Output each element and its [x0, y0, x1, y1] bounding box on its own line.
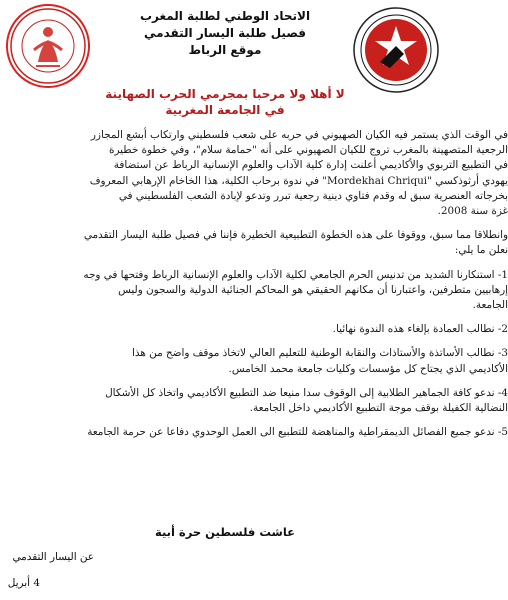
point-5-line: 5- ندعو جميع الفصائل الديمقراطية والمناهضة للتطبيع الى العمل الوحدوي دفاعا عن حرمة الجامعة: [87, 426, 508, 439]
date: 4 أبريل: [7, 577, 40, 589]
body-line: نعلن ما يلي:: [454, 244, 508, 257]
body-line: غزة سنة 2008.: [437, 205, 508, 218]
body-line: يهودي أرثوذكسي "Mordekhai Chriqui" في ندوة برحاب الكلية، هذا الخاخام الإرهابي المعروف: [89, 174, 508, 187]
header-line-union: الاتحاد الوطني لطلبة المغرب: [139, 9, 311, 23]
faction-logo-emblem-icon: [352, 6, 440, 94]
body-line: في الوقت الذي يستمر فيه الكيان الصهيوني في حربه على شعب فلسطيني وارتكاب أبشع المجازر: [90, 129, 508, 141]
headline: [70, 86, 380, 118]
point-3-line: الأكاديمي الذي يجتاح كل مؤسسات وكليات جامعة محمد الخامس.: [228, 362, 508, 375]
body-line: الرجعية المتصهينة بالمغرب تروج للكيان الصهيوني على أنه "حمامة سلام"، وفي خطوة خطيرة: [109, 144, 508, 157]
unem-logo: [6, 4, 90, 88]
point-4-line: 4- ندعو كافة الجماهير الطلابية إلى الوقوف سدا منيعا ضد التطبيع الأكاديمي واتخاذ كل الأشكال: [105, 386, 508, 399]
point-3-line: 3- نطالب الأساتذة والأستاذات والنقابة الوطنية للتعليم العالي لاتخاذ موقف واضح من هذا: [132, 347, 508, 360]
signature: عن اليسار التقدمي: [12, 551, 94, 563]
body-line: بخرجاته العنصرية سبق له وقدم فتاوي دينية رجعية تبرر وتدعو لإبادة الشعب الفلسطيني في: [118, 189, 508, 202]
statement-body: [0, 128, 508, 440]
unem-logo-emblem-icon: [8, 6, 88, 86]
point-1-line: إرهابيين متطرفين، واعتبارنا أن مكانهم الحقيقي هو المحاكم الجنائية الدولية والسجون وليس: [118, 283, 508, 296]
point-1-line: 1- استنكارنا الشديد من تدنيس الحرم الجامعي لكلية الآداب والعلوم الإنسانية الرباط وفتحها في وجه: [83, 268, 508, 281]
body-line: في التطبيع التربوي والأكاديمي أعلنت إدارة كلية الآداب والعلوم الإنسانية الرباط عن استضافة: [113, 159, 508, 172]
point-2-line: 2- نطالب العمادة بإلغاء هذه الندوة نهائيا.: [332, 323, 508, 336]
header-line-faction: فصيل طلبة اليسار التقدمي: [144, 26, 306, 40]
closing-slogan: عاشت فلسطين حرة أبية: [155, 525, 295, 539]
headline-line-1: لا أهلا ولا مرحبا بمجرمي الحرب الصهاينة: [105, 87, 345, 101]
point-1-line: الجامعة.: [472, 299, 508, 312]
headline-line-2: في الجامعة المغربية: [165, 103, 285, 117]
faction-logo: [352, 6, 440, 94]
header-organization: [120, 8, 330, 59]
header-line-location: موقع الرباط: [188, 43, 262, 57]
body-line: وانطلاقا مما سبق، ووقوفا على هذه الخطوة التطبيعية الخطيرة فإننا في فصيل طلبة اليسار التقدمي: [83, 229, 508, 242]
point-4-line: النضالية الكفيلة بوقف موجة التطبيع الأكاديمي داخل الجامعة.: [249, 402, 508, 415]
